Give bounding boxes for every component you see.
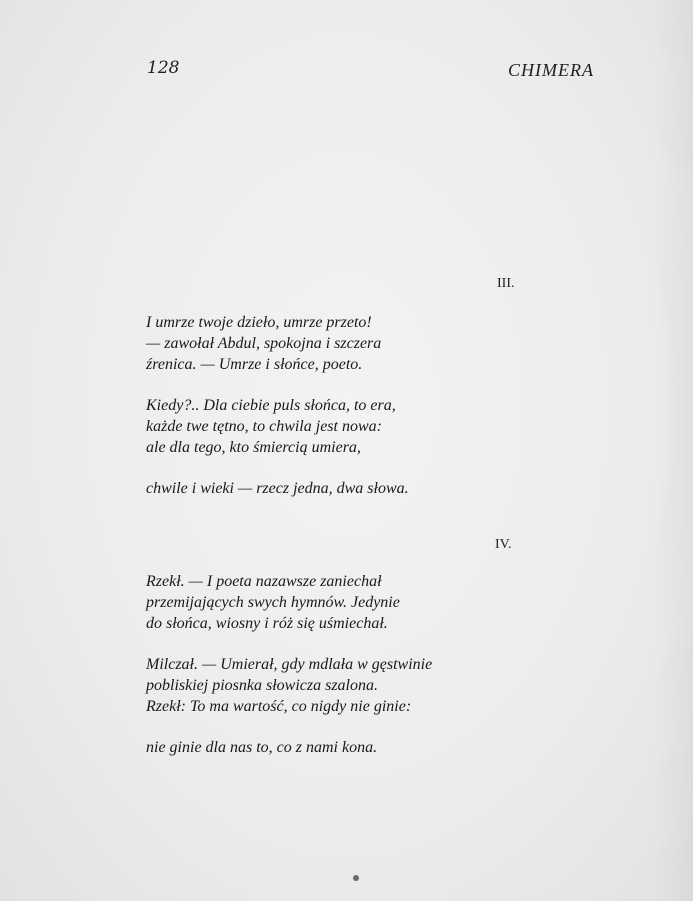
page-number: 128: [147, 58, 180, 78]
verse-line: ale dla tego, kto śmiercią umiera,: [146, 439, 361, 456]
verse-line: każde twe tętno, to chwila jest nowa:: [146, 418, 382, 435]
verse-line: chwile i wieki — rzecz jedna, dwa słowa.: [146, 480, 409, 497]
stanza: [146, 312, 381, 375]
verse-line: — zawołał Abdul, spokojna i szczera: [146, 335, 382, 352]
verse-line: I umrze twoje dzieło, umrze przeto!: [146, 314, 372, 331]
printer-dot-ornament: [353, 875, 359, 881]
verse-line: źrenica. — Umrze i słońce, poeto.: [146, 356, 363, 373]
verse-line: Milczał. — Umierał, gdy mdlała w gęstwinie: [146, 656, 433, 673]
verse-line: przemijających swych hymnów. Jedynie: [146, 594, 400, 611]
section-number-iv: IV.: [495, 537, 512, 552]
stanza: [146, 737, 377, 758]
verse-line: Kiedy?.. Dla ciebie puls słońca, to era,: [146, 397, 396, 414]
stanza: [146, 654, 432, 717]
page-edge-shadow: [653, 0, 693, 901]
stanza: [146, 478, 409, 499]
stanza: [146, 571, 400, 634]
running-title: CHIMERA: [508, 60, 594, 80]
stanza: [146, 395, 396, 458]
verse-line: pobliskiej piosnka słowicza szalona.: [146, 677, 378, 694]
verse-line: do słońca, wiosny i róż się uśmiechał.: [146, 615, 388, 632]
verse-line: Rzekł. — I poeta nazawsze zaniechał: [146, 573, 382, 590]
verse-line: nie ginie dla nas to, co z nami kona.: [146, 739, 378, 756]
section-number-iii: III.: [497, 276, 515, 291]
verse-line: Rzekł: To ma wartość, co nigdy nie ginie:: [146, 698, 412, 715]
